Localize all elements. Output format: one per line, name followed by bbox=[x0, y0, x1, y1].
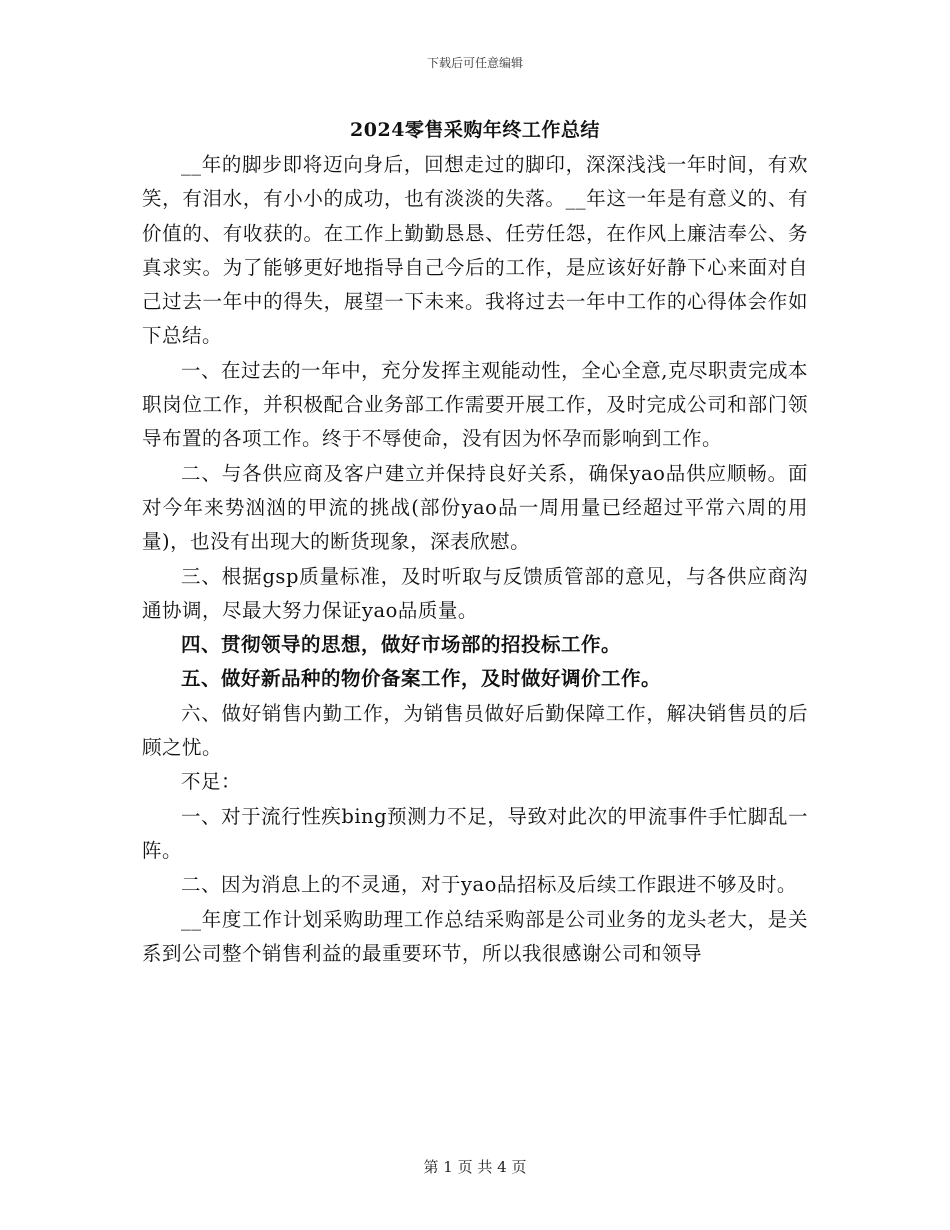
paragraph-shortcomings-heading: 不足： bbox=[181, 770, 242, 794]
page-header-note: 下载后可任意编辑 bbox=[426, 56, 523, 70]
paragraph-item-2: 二、与各供应商及客户建立并保持良好关系，确保yao品供应顺畅。面对今年来势汹汹的甲流的挑战(部份yao品一周用量已经超过平常六周的用量)，也没有出现大的断货现象，深表欣慰。 bbox=[142, 461, 808, 554]
paragraph-item-5: 五、做好新品种的物价备案工作，及时做好调价工作。 bbox=[181, 667, 662, 691]
document-body bbox=[142, 148, 808, 971]
paragraph-item-4: 四、贯彻领导的思想，做好市场部的招投标工作。 bbox=[181, 633, 622, 657]
paragraph-shortcoming-1: 一、对于流行性疾bing预测力不足，导致对此次的甲流事件手忙脚乱一阵。 bbox=[142, 804, 808, 862]
paragraph-item-6: 六、做好销售内勤工作，为销售员做好后勤保障工作，解决销售员的后顾之忧。 bbox=[142, 701, 808, 760]
paragraph-intro: __年的脚步即将迈向身后，回想走过的脚印，深深浅浅一年时间，有欢笑，有泪水，有小小的成功，也有淡淡的失落。__年这一年是有意义的、有价值的、有收获的。在工作上勤勤恳恳、任劳任怨，在作风上廉洁奉公、务真求实。为了能够更好地指导自己今后的工作，是应该好好静下心来面对自己过去一年中的得失，展望一下未来。我将过去一年中工作的心得体会作如下总结。 bbox=[142, 153, 808, 348]
paragraph-item-1: 一、在过去的一年中，充分发挥主观能动性，全心全意,克尽职责完成本职岗位工作，并积极配合业务部工作需要开展工作，及时完成公司和部门领导布置的各项工作。终于不辱使命，没有因为怀孕而影响到工作。 bbox=[142, 358, 808, 451]
paragraph-item-3: 三、根据gsp质量标准，及时听取与反馈质管部的意见，与各供应商沟通协调，尽最大努力保证yao品质量。 bbox=[142, 564, 808, 622]
paragraph-plan: __年度工作计划采购助理工作总结采购部是公司业务的龙头老大，是关系到公司整个销售利益的最重要环节，所以我很感谢公司和领导 bbox=[142, 907, 808, 965]
page-number-footer: 第 1 页 共 4 页 bbox=[423, 1158, 527, 1176]
document-title: 2024零售采购年终工作总结 bbox=[350, 119, 600, 141]
paragraph-shortcoming-2: 二、因为消息上的不灵通，对于yao品招标及后续工作跟进不够及时。 bbox=[181, 873, 797, 897]
